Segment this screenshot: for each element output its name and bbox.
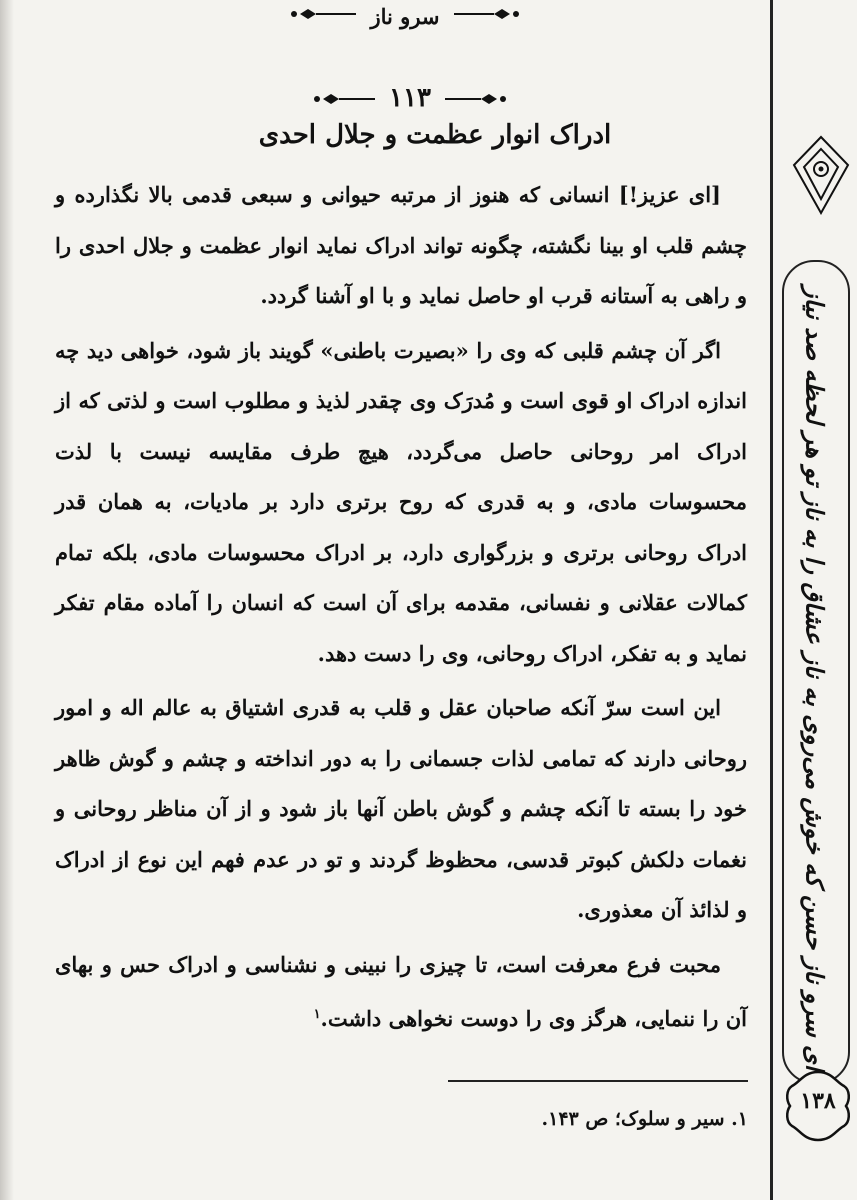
paragraph-4 [55,940,747,1045]
header-ornament-left-icon [286,7,356,25]
footnote-divider [448,1080,748,1082]
page-number: ۱۳۸ [800,1088,836,1114]
footnote-marker: ۱ [313,1007,321,1022]
running-header [260,2,550,30]
section-ornament-right-icon [445,83,509,113]
footnote: ۱. سیر و سلوک؛ ص ۱۴۳. [541,1108,748,1130]
side-calligraphy-band [782,180,848,1070]
paragraph-1: [ای عزیز!] انسانی که هنوز از مرتبه حیوانی و سبعی قدمی بالا نگذارده و چشم قلب او بینا نگشته، چگونه تواند ادراک نماید انوار عظمت و جلال احدی را و راهی به آستانه قرب او حاصل نماید و با او آشنا گردد. [55,182,747,308]
section-ornament-left-icon [311,83,375,113]
paragraph-3: این است سرّ آنکه صاحبان عقل و قلب به قدری اشتیاق به عالم اله و امور روحانی دارند که تمامی لذات جسمانی را به دور انداخته و چشم و گوش ظاهر خود را بسته تا آنکه چشم و گوش باطن آنها باز شود و از آن مناظر روحانی و نغمات دلکش کبوتر قدسی، محظوظ گردند و تو در عدم فهم این نوع از ادراک و لذائذ آن معذوری. [55,695,747,922]
section-title: ادراک انوار عظمت و جلال احدی [258,120,612,150]
side-calligraphy-text: ای سرو ناز حسن که خوش می‌روی به ناز عشاق را به ناز تو هر لحظه صد نیاز [800,285,830,1070]
running-title: سرو ناز [370,3,440,29]
section-number [300,80,520,116]
paragraph-2: اگر آن چشم قلبی که وی را «بصیرت باطنی» گویند باز شود، خواهی دید چه اندازه ادراک او قوی است و مُدرَک وی چقدر لذیذ و مطلوب است و لذتی که از ادراک امر روحانی حاصل می‌گردد، هیچ طرف مقایسه نیست با لذت محسوسات مادی، و به قدری که روح برتری دارد بر مادیات، به همان قدر ادراک روحانی برتری و بزرگواری دارد، بر ادراک محسوسات مادی، بلکه تمام کمالات عقلانی و نفسانی، مقدمه برای آن است که انسان را آماده مقام تفکر نماید و به تفکر، ادراک روحانی، وی را دست دهد. [55,337,747,666]
paragraph-4-text: محبت فرع معرفت است، تا چیزی را نبینی و نشناسی و ادراک حس و بهای آن را ننمایی، هرگز وی را دوست نخواهی داشت. [55,951,747,1031]
body-text [55,170,747,1045]
section-number-text: ۱۱۳ [389,83,431,113]
header-ornament-right-icon [454,7,524,25]
